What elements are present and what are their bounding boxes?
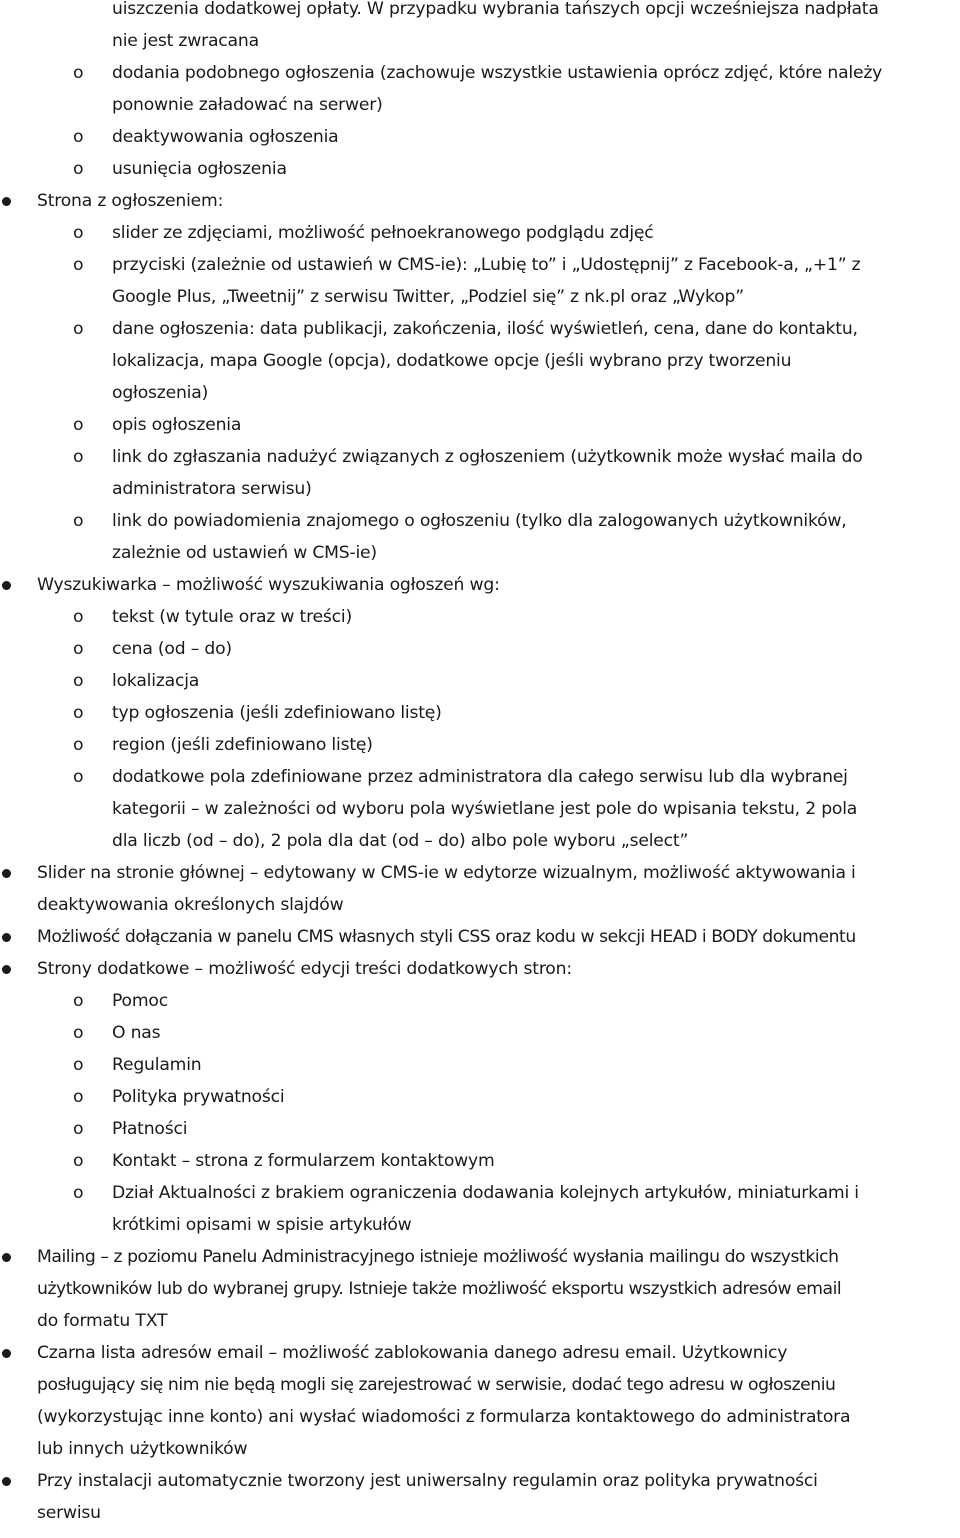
list-item-text: deaktywowania określonych slajdów xyxy=(37,895,344,915)
list-item-text: Strona z ogłoszeniem: xyxy=(37,191,224,211)
list-item-text: Czarna lista adresów email – możliwość zablokowania danego adresu email. Użytkownicy xyxy=(37,1343,788,1363)
list-item-text: opis ogłoszenia xyxy=(112,415,242,435)
list-item-text: Dział Aktualności z brakiem ograniczenia dodawania kolejnych artykułów, miniaturkami i xyxy=(112,1183,859,1203)
list-item-line xyxy=(0,889,960,921)
list-item-text: Polityka prywatności xyxy=(112,1087,285,1107)
list-item-line xyxy=(0,825,960,857)
list-item-line xyxy=(0,729,960,761)
list-item-line xyxy=(0,1497,960,1529)
list-item-line xyxy=(0,1145,960,1177)
list-item-line xyxy=(0,217,960,249)
list-item-text: nie jest zwracana xyxy=(112,31,259,51)
list-item-text: Przy instalacji automatycznie tworzony jest uniwersalny regulamin oraz polityka prywatności xyxy=(37,1471,818,1491)
list-item-line xyxy=(0,345,960,377)
list-item-line xyxy=(0,1433,960,1465)
list-item-text: Regulamin xyxy=(112,1055,202,1075)
list-item-line xyxy=(0,1113,960,1145)
bullet-circle-icon: o xyxy=(73,511,84,531)
list-item-line xyxy=(0,697,960,729)
bullet-circle-icon: o xyxy=(73,223,84,243)
bullet-disc-icon xyxy=(2,1253,11,1262)
bullet-circle-icon: o xyxy=(73,415,84,435)
list-item-text: cena (od – do) xyxy=(112,639,232,659)
list-item-line xyxy=(0,985,960,1017)
list-item-line xyxy=(0,441,960,473)
list-item-text: ponownie załadować na serwer) xyxy=(112,95,383,115)
list-item-text: kategorii – w zależności od wyboru pola wyświetlane jest pole do wpisania tekstu, 2 pola xyxy=(112,799,858,819)
list-item-text: dane ogłoszenia: data publikacji, zakończenia, ilość wyświetleń, cena, dane do kontaktu, xyxy=(112,319,858,339)
bullet-circle-icon: o xyxy=(73,767,84,787)
list-item-line xyxy=(0,953,960,985)
list-item-line xyxy=(0,377,960,409)
list-item-text: tekst (w tytule oraz w treści) xyxy=(112,607,353,627)
list-item-text: lub innych użytkowników xyxy=(37,1439,248,1459)
bullet-disc-icon xyxy=(2,581,11,590)
bullet-circle-icon: o xyxy=(73,159,84,179)
list-item-line xyxy=(0,601,960,633)
list-item-text: Możliwość dołączania w panelu CMS własnych styli CSS oraz kodu w sekcji HEAD i BODY dokumentu xyxy=(37,927,856,947)
list-item-text: krótkimi opisami w spisie artykułów xyxy=(112,1215,412,1235)
list-item-line xyxy=(0,633,960,665)
bullet-circle-icon: o xyxy=(73,1023,84,1043)
list-item-line xyxy=(0,153,960,185)
list-item-text: Slider na stronie głównej – edytowany w CMS-ie w edytorze wizualnym, możliwość aktywowania i xyxy=(37,863,856,883)
list-item-line xyxy=(0,0,960,25)
list-item-text: uiszczenia dodatkowej opłaty. W przypadku wybrania tańszych opcji wcześniejsza nadpłata xyxy=(112,0,879,19)
list-item-text: dodatkowe pola zdefiniowane przez administratora dla całego serwisu lub dla wybranej xyxy=(112,767,848,787)
list-item-text: lokalizacja, mapa Google (opcja), dodatkowe opcje (jeśli wybrano przy tworzeniu xyxy=(112,351,792,371)
list-item-text: Pomoc xyxy=(112,991,168,1011)
list-item-text: deaktywowania ogłoszenia xyxy=(112,127,339,147)
list-item-text: region (jeśli zdefiniowano listę) xyxy=(112,735,373,755)
list-item-text: link do zgłaszania nadużyć związanych z ogłoszeniem (użytkownik może wysłać maila do xyxy=(112,447,863,467)
list-item-line xyxy=(0,857,960,889)
list-item-line xyxy=(0,761,960,793)
list-item-line xyxy=(0,89,960,121)
list-item-line xyxy=(0,1273,960,1305)
list-item-text: zależnie od ustawień w CMS-ie) xyxy=(112,543,377,563)
list-item-text: do formatu TXT xyxy=(37,1311,168,1331)
bullet-disc-icon xyxy=(2,965,11,974)
list-item-line xyxy=(0,313,960,345)
list-item-line xyxy=(0,1401,960,1433)
list-item-line xyxy=(0,1465,960,1497)
list-item-text: typ ogłoszenia (jeśli zdefiniowano listę) xyxy=(112,703,442,723)
bullet-disc-icon xyxy=(2,869,11,878)
bullet-circle-icon: o xyxy=(73,639,84,659)
list-item-line xyxy=(0,25,960,57)
list-item-text: lokalizacja xyxy=(112,671,200,691)
list-item-line xyxy=(0,1241,960,1273)
list-item-line xyxy=(0,1209,960,1241)
list-item-text: dodania podobnego ogłoszenia (zachowuje wszystkie ustawienia oprócz zdjęć, które należy xyxy=(112,63,883,83)
list-item-text: usunięcia ogłoszenia xyxy=(112,159,287,179)
list-item-line xyxy=(0,409,960,441)
list-item-line xyxy=(0,185,960,217)
list-item-line xyxy=(0,1049,960,1081)
list-item-line xyxy=(0,793,960,825)
list-item-text: O nas xyxy=(112,1023,161,1043)
list-item-line xyxy=(0,57,960,89)
list-item-line xyxy=(0,473,960,505)
list-item-line xyxy=(0,1017,960,1049)
list-item-line xyxy=(0,921,960,953)
bullet-disc-icon xyxy=(2,1477,11,1486)
list-item-text: ogłoszenia) xyxy=(112,383,209,403)
bullet-circle-icon: o xyxy=(73,1087,84,1107)
list-item-line xyxy=(0,1177,960,1209)
list-item-text: użytkowników lub do wybranej grupy. Istnieje także możliwość eksportu wszystkich adresów email xyxy=(37,1279,842,1299)
bullet-disc-icon xyxy=(2,933,11,942)
bullet-circle-icon: o xyxy=(73,1055,84,1075)
bullet-disc-icon xyxy=(2,197,11,206)
list-item-line xyxy=(0,281,960,313)
bullet-circle-icon: o xyxy=(73,447,84,467)
list-item-text: Kontakt – strona z formularzem kontaktowym xyxy=(112,1151,495,1171)
bullet-circle-icon: o xyxy=(73,991,84,1011)
list-item-line xyxy=(0,569,960,601)
list-item-text: Wyszukiwarka – możliwość wyszukiwania ogłoszeń wg: xyxy=(37,575,500,595)
list-item-line xyxy=(0,537,960,569)
list-item-line xyxy=(0,505,960,537)
list-item-text: posługujący się nim nie będą mogli się zarejestrować w serwisie, dodać tego adresu w ogłoszeniu xyxy=(37,1375,836,1395)
list-item-text: Płatności xyxy=(112,1119,188,1139)
bullet-disc-icon xyxy=(2,1349,11,1358)
bullet-circle-icon: o xyxy=(73,319,84,339)
list-item-text: Mailing – z poziomu Panelu Administracyjnego istnieje możliwość wysłania mailingu do wszystkich xyxy=(37,1247,839,1267)
bullet-circle-icon: o xyxy=(73,127,84,147)
list-item-text: dla liczb (od – do), 2 pola dla dat (od – do) albo pole wyboru „select” xyxy=(112,831,689,851)
list-item-line xyxy=(0,1081,960,1113)
list-item-line xyxy=(0,1369,960,1401)
list-item-line xyxy=(0,665,960,697)
list-item-line xyxy=(0,249,960,281)
list-item-line xyxy=(0,1337,960,1369)
bullet-circle-icon: o xyxy=(73,1183,84,1203)
list-item-text: administratora serwisu) xyxy=(112,479,312,499)
bullet-circle-icon: o xyxy=(73,1119,84,1139)
list-item-line xyxy=(0,121,960,153)
bullet-circle-icon: o xyxy=(73,735,84,755)
list-item-text: slider ze zdjęciami, możliwość pełnoekranowego podglądu zdjęć xyxy=(112,223,654,243)
list-item-text: (wykorzystując inne konto) ani wysłać wiadomości z formularza kontaktowego do administratora xyxy=(37,1407,851,1427)
list-item-text: Strony dodatkowe – możliwość edycji treści dodatkowych stron: xyxy=(37,959,572,979)
bullet-circle-icon: o xyxy=(73,63,84,83)
list-item-text: link do powiadomienia znajomego o ogłoszeniu (tylko dla zalogowanych użytkowników, xyxy=(112,511,847,531)
list-item-text: przyciski (zależnie od ustawień w CMS-ie): „Lubię to” i „Udostępnij” z Facebook-a, „+1” z xyxy=(112,255,861,275)
bullet-circle-icon: o xyxy=(73,1151,84,1171)
bullet-circle-icon: o xyxy=(73,607,84,627)
bullet-circle-icon: o xyxy=(73,255,84,275)
list-item-text: serwisu xyxy=(37,1503,101,1523)
list-item-line xyxy=(0,1305,960,1337)
list-item-text: Google Plus, „Tweetnij” z serwisu Twitter, „Podziel się” z nk.pl oraz „Wykop” xyxy=(112,287,744,307)
bullet-circle-icon: o xyxy=(73,703,84,723)
bullet-circle-icon: o xyxy=(73,671,84,691)
